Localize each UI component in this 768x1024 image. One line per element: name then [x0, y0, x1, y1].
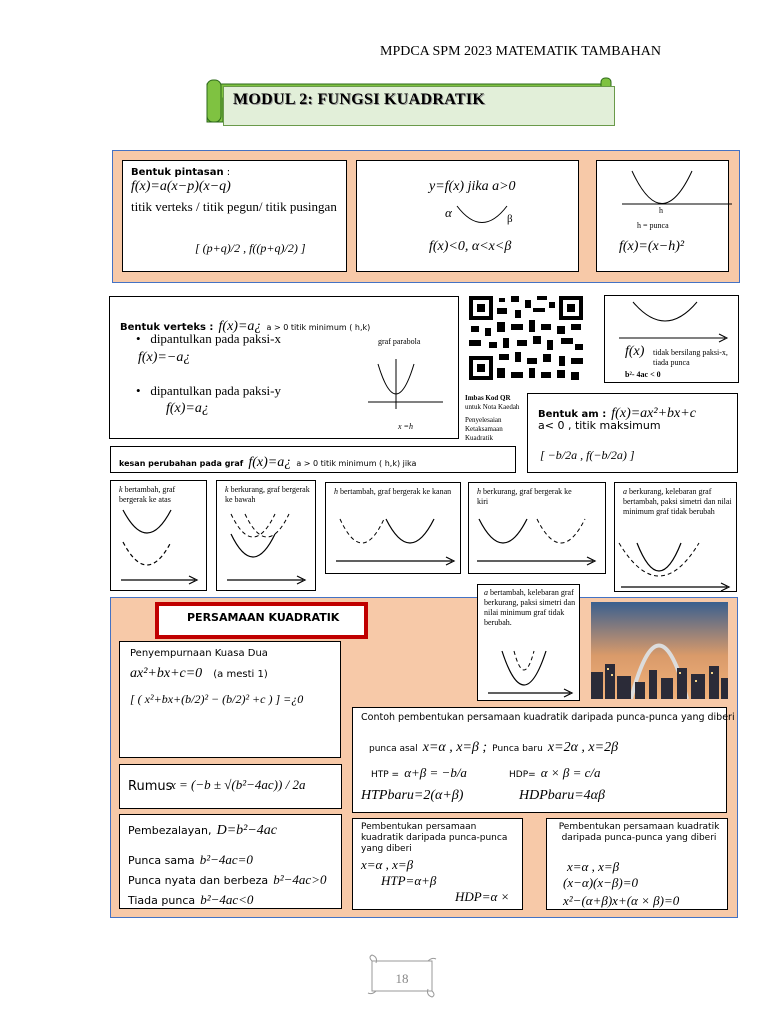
punca-box	[596, 160, 729, 272]
row1-formula: b²−4ac=0	[199, 852, 253, 867]
row2-label: Punca nyata dan berbeza	[128, 874, 269, 887]
kesan-formula: f(x)=a¿	[248, 455, 292, 470]
page-number: 18	[395, 971, 409, 986]
pembentukan-box-1	[352, 818, 523, 910]
effect-text: k berkurang, graf bergerak ke bawah	[225, 485, 310, 504]
kesan-condition: a > 0 titik minimum ( h,k) jika	[296, 459, 417, 468]
module-banner	[205, 78, 615, 128]
pintasan-desc: titik verteks / titik pegun/ titik pusingan	[131, 199, 337, 214]
qr-code[interactable]	[467, 294, 585, 382]
tidak-bersilang-box	[604, 295, 739, 383]
kuasa-dua-expr: [ ( x²+bx+(b/2)² − (b/2)² +c ) ] =¿0	[130, 692, 304, 706]
bullet2-formula: f(x)=a¿	[166, 401, 209, 416]
asal-label: punca asal	[369, 744, 418, 754]
bullet-2: • dipantulkan pada paksi-y	[136, 383, 281, 398]
qr-title: Imbas Kod QR	[465, 394, 511, 402]
page-number-scroll	[366, 955, 438, 997]
effect-box-3	[325, 482, 461, 574]
qr-line2: Penyelesaian	[465, 416, 502, 424]
am-condition: a< 0 , titik maksimum	[538, 419, 661, 432]
module-title: MODUL 2: FUNGSI KUADRATIK	[233, 91, 486, 108]
effect-text: h bertambah, graf bergerak ke kanan	[334, 487, 452, 496]
row2-formula: b²−4ac>0	[273, 872, 327, 887]
effect-box-2	[216, 480, 316, 591]
verteks-condition: a > 0 titik minimum ( h,k)	[266, 323, 371, 332]
row3-label: Tiada punca	[128, 894, 196, 907]
baru-label: Punca baru	[492, 744, 543, 754]
persamaan-title: PERSAMAAN KUADRATIK	[187, 611, 340, 624]
contoh-box	[352, 707, 735, 813]
qr-line1: untuk Nota Kaedah	[465, 403, 520, 411]
jika-curve	[452, 201, 552, 241]
hdp-formula: α × β = c/a	[540, 765, 601, 780]
effect-graph-5	[617, 539, 737, 594]
effect-box-4	[468, 482, 606, 574]
effect-text: a berkurang, kelebaran graf bertambah, paksi simetri dan nilai minimum graf tidak berubah	[623, 487, 732, 516]
effect-box-1	[110, 480, 207, 591]
baru-values: x=2α , x=2β	[547, 740, 619, 755]
pembentukan2-line2: (x−α)(x−β)=0	[563, 875, 638, 890]
punca-curve	[617, 166, 737, 226]
bullet1-formula: f(x)=−a¿	[138, 350, 191, 365]
kesan-box	[110, 446, 516, 473]
kuasa-dua-eq: ax²+bx+c=0	[130, 666, 203, 681]
pembentukan1-line1: x=α , x=β	[361, 857, 414, 872]
bentuk-pintasan-heading: Bentuk pintasan	[131, 167, 224, 178]
kuasa-dua-note: (a mesti 1)	[213, 669, 268, 680]
persamaan-title-box	[155, 602, 368, 639]
am-formula: f(x)=ax²+bx+c	[611, 406, 696, 421]
tidak-bersilang-curve	[613, 300, 733, 345]
effect-text: k bertambah, graf bergerak ke atas	[119, 485, 176, 504]
effect-text: a bertambah, kelebaran graf berkurang, paksi simetri dan nilai minimum graf tidak berubah.	[484, 588, 576, 627]
page-header: MPDCA SPM 2023 MATEMATIK TAMBAHAN	[380, 44, 661, 59]
kesan-label: kesan perubahan pada graf	[119, 459, 244, 468]
bentuk-am-heading: Bentuk am :	[538, 409, 607, 420]
beta-label: β	[507, 213, 513, 225]
tidak-fx: f(x)	[625, 344, 645, 359]
effect-box-6	[477, 584, 580, 701]
hdp-label: HDP=	[509, 770, 536, 780]
pembentukan-box-2	[546, 818, 728, 910]
qr-caption	[465, 394, 535, 443]
qr-line3: Ketaksamaan	[465, 425, 503, 433]
heading-colon: :	[223, 167, 231, 178]
x-label: x =h	[398, 422, 413, 431]
pembezalayan-formula: D=b²−4ac	[216, 823, 278, 838]
arch-photo	[591, 602, 728, 699]
tidak-text: tidak bersilang paksi-x, tiada punca	[653, 348, 728, 367]
pembentukan1-line2: HTP=α+β	[381, 873, 437, 888]
effect-graph-1	[117, 506, 207, 586]
effect-box-5	[614, 482, 737, 592]
hdp-baru: HDPbaru=4αβ	[519, 788, 605, 803]
htp-label: HTP =	[371, 770, 400, 780]
jika-condition: f(x)<0, α<x<β	[429, 239, 512, 254]
pembentukan2-line1: x=α , x=β	[567, 859, 620, 874]
contoh-title: Contoh pembentukan persamaan kuadratik daripada punca-punca yang diberi	[361, 712, 735, 723]
kuasa-dua-box	[119, 641, 341, 758]
qr-code-graphic	[467, 294, 585, 382]
pembezalayan-box	[119, 814, 342, 909]
row1-label: Punca sama	[128, 854, 195, 867]
asal-values: x=α , x=β ;	[422, 740, 488, 755]
pintasan-vertex: [ (p+q)/2 , f((p+q)/2) ]	[195, 241, 306, 255]
rumus-box	[119, 764, 342, 809]
pembentukan1-title: Pembentukan persamaan kuadratik daripada punca-punca yang diberi	[361, 822, 508, 854]
bentuk-verteks-heading: Bentuk verteks :	[120, 322, 214, 333]
punca-formula: f(x)=(x−h)²	[619, 239, 685, 254]
effect-text: h berkurang, graf bergerak ke kiri	[477, 487, 572, 506]
parabola-graph	[368, 359, 448, 419]
bullet-1: • dipantulkan pada paksi-x	[136, 331, 281, 346]
jika-box	[356, 160, 579, 272]
bentuk-pintasan-box	[122, 160, 347, 272]
bentuk-verteks-box	[109, 296, 459, 439]
row3-formula: b²−4ac<0	[200, 892, 254, 907]
h-label: h	[659, 206, 663, 215]
rumus-formula: x = (−b ± √(b²−4ac)) / 2a	[170, 777, 306, 792]
arch-photo-graphic	[591, 602, 728, 699]
effect-graph-2	[223, 506, 313, 586]
kuasa-dua-title: Penyempurnaan Kuasa Dua	[130, 648, 268, 659]
jika-formula: y=f(x) jika a>0	[429, 179, 516, 194]
alpha-label: α	[445, 205, 452, 220]
qr-line4: Kuadratik	[465, 434, 493, 442]
graf-label: graf parabola	[378, 337, 421, 346]
effect-graph-3	[330, 511, 460, 571]
effect-graph-6	[484, 649, 584, 704]
rumus-label: Rumus	[128, 779, 173, 794]
tidak-cond: b²- 4ac < 0	[625, 370, 661, 379]
htp-formula: α+β = −b/a	[404, 765, 467, 780]
pembentukan2-title: Pembentukan persamaan kuadratik daripada punca-punca yang diberi	[558, 822, 720, 843]
htp-baru: HTPbaru=2(α+β)	[361, 788, 464, 803]
pembentukan2-line3: x²−(α+β)x+(α × β)=0	[563, 893, 680, 908]
bentuk-am-box	[527, 393, 738, 473]
h-punca: h = punca	[637, 221, 669, 230]
pintasan-formula: f(x)=a(x−p)(x−q)	[131, 179, 231, 194]
pembentukan1-line3: HDP=α ×	[455, 889, 510, 904]
effect-graph-4	[473, 511, 603, 571]
pembezalayan-label: Pembezalayan,	[128, 824, 212, 837]
am-vertex: [ −b/2a , f(−b/2a) ]	[540, 448, 635, 462]
verteks-formula: f(x)=a¿	[218, 319, 262, 334]
